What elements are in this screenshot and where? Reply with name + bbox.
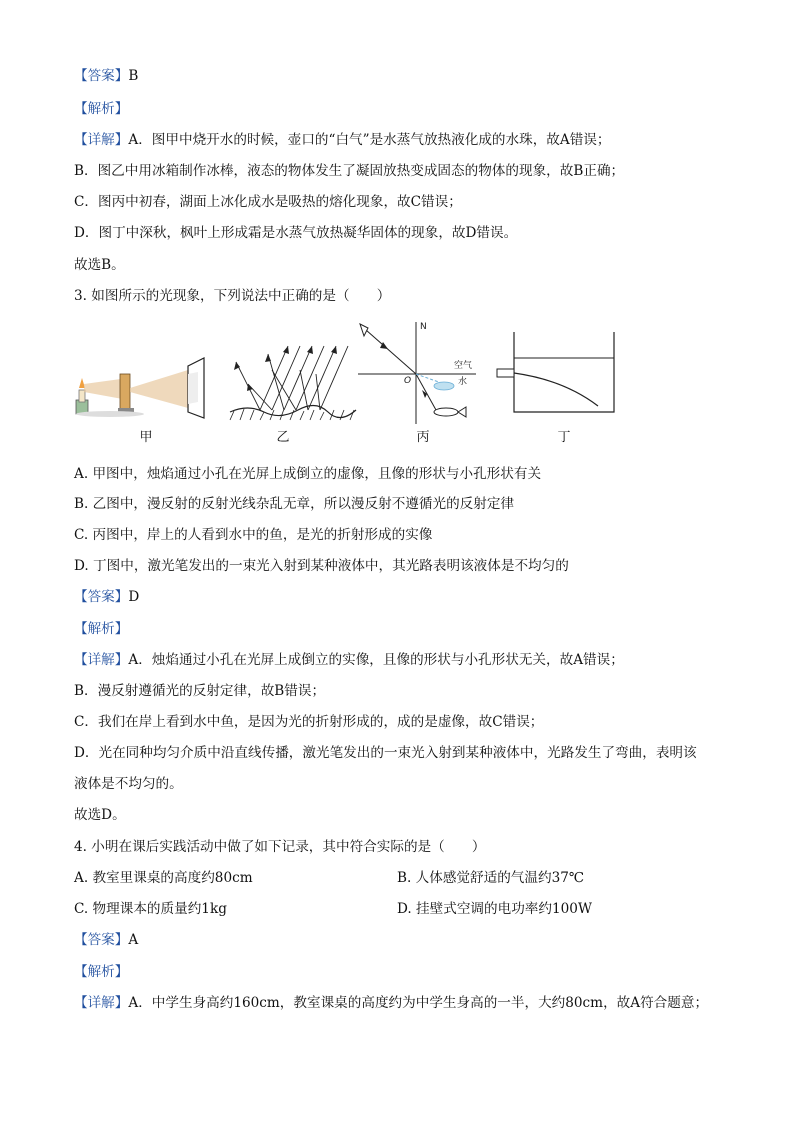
- option-4d: D. 挂壁式空调的电功率约100W: [397, 901, 592, 917]
- detail-line-3c: C．我们在岸上看到水中鱼，是因为光的折射形成的，成的是虚像，故C错误；: [74, 714, 544, 730]
- analysis-tag: 【解析】: [74, 621, 129, 637]
- option-4a: A. 教室里课桌的高度约80cm: [74, 870, 253, 886]
- answer-value: D: [128, 589, 140, 605]
- figure-jia-pinhole: [70, 352, 220, 432]
- arrow-heads: [234, 346, 337, 391]
- analysis-line-4: [74, 962, 128, 982]
- option-3d: D. 丁图中，激光笔发出的一束光入射到某种液体中，其光路表明该液体是不均匀的: [74, 558, 569, 574]
- detail-text: A．烛焰通过小孔在光屏上成倒立的实像，且像的形状与小孔形状无关，故A错误；: [128, 652, 624, 668]
- detail-text: A．中学生身高约160cm，教室课桌的高度约为中学生身高的一半，大约80cm，故A符合题意；: [128, 995, 709, 1011]
- figure-label-jia: 甲: [139, 430, 153, 445]
- analysis-tag: 【解析】: [74, 964, 129, 980]
- pinhole-board: [120, 374, 130, 410]
- option-3c: C. 丙图中，岸上的人看到水中的鱼，是光的折射形成的实像: [74, 527, 433, 543]
- figure-label-yi: 乙: [276, 430, 290, 445]
- question-4-stem: 4. 小明在课后实践活动中做了如下记录，其中符合实际的是（ ）: [74, 839, 486, 855]
- detail-line-a: [74, 130, 611, 150]
- detail-tag: 【详解】: [74, 132, 129, 148]
- detail-text: A．图甲中烧开水的时候，壶口的“白气”是水蒸气放热液化成的水珠，故A错误；: [128, 132, 611, 148]
- normal-label: N: [420, 322, 427, 332]
- surface-hatching: [230, 409, 354, 420]
- air-label: 空气: [454, 361, 473, 371]
- incident-ray-from-fish: [416, 374, 436, 410]
- conclusion-line: 故选B。: [74, 257, 125, 273]
- point-o-label: O: [404, 376, 412, 386]
- option-4c: C. 物理课本的质量约1kg: [74, 901, 227, 917]
- option-3b: B. 乙图中，漫反射的反射光线杂乱无章，所以漫反射不遵循光的反射定律: [74, 496, 515, 512]
- detail-line-3a: [74, 650, 624, 670]
- container: [514, 332, 614, 412]
- refracted-ray: [366, 330, 416, 374]
- figure-bing-refraction: [352, 318, 482, 428]
- detail-line-b: B．图乙中用冰箱制作冰棒，液态的物体发生了凝固放热变成固态的物体的现象，故B正确；: [74, 163, 625, 179]
- analysis-line-3: [74, 619, 128, 639]
- answer-value: B: [128, 68, 139, 84]
- figure-yi-diffuse-reflection: [228, 340, 358, 425]
- option-3a: A. 甲图中，烛焰通过小孔在光屏上成倒立的虚像，且像的形状与小孔形状有关: [74, 466, 542, 482]
- detail-line-d: D．图丁中深秋，枫叶上形成霜是水蒸气放热凝华固体的现象，故D错误。: [74, 225, 518, 241]
- fish-virtual-image: [434, 382, 454, 390]
- answer-line-3: [74, 587, 139, 607]
- light-cone-right: [130, 370, 188, 408]
- question-3-stem: 3. 如图所示的光现象，下列说法中正确的是（ ）: [74, 288, 391, 304]
- detail-line-4a: [74, 993, 708, 1013]
- answer-line-4: [74, 930, 138, 950]
- answer-tag: 【答案】: [74, 589, 129, 605]
- water-label: 水: [458, 377, 468, 387]
- option-4b: B. 人体感觉舒适的气温约37℃: [397, 870, 585, 886]
- detail-line-3d2: 液体是不均匀的。: [74, 776, 183, 792]
- figure-label-ding: 丁: [557, 430, 571, 445]
- answer-tag: 【答案】: [74, 68, 129, 84]
- detail-tag: 【详解】: [74, 995, 129, 1011]
- figure-label-bing: 丙: [416, 430, 430, 445]
- laser-pen: [497, 369, 514, 377]
- eye-icon: [360, 324, 368, 336]
- conclusion-line-3: 故选D。: [74, 807, 126, 823]
- fish: [434, 408, 458, 416]
- detail-line-c: C．图丙中初春，湖面上冰化成水是吸热的熔化现象，故C错误；: [74, 194, 462, 210]
- figure-ding-laser: [494, 328, 624, 418]
- fish-tail: [458, 407, 466, 417]
- analysis-tag: 【解析】: [74, 101, 129, 117]
- detail-tag: 【详解】: [74, 652, 129, 668]
- incident-rays: [260, 346, 348, 410]
- screen-image: [188, 372, 198, 404]
- ray-arrow-water: [422, 390, 427, 398]
- reflected-rays: [236, 354, 320, 410]
- ground-shadow: [76, 411, 144, 417]
- answer-tag: 【答案】: [74, 932, 129, 948]
- detail-line-3d1: D．光在同种均匀介质中沿直线传播，激光笔发出的一束光入射到某种液体中，光路发生了弯曲，表明该: [74, 745, 697, 761]
- analysis-line: [74, 99, 128, 119]
- curved-light-path: [514, 373, 598, 406]
- answer-value: A: [128, 932, 139, 948]
- answer-line: [74, 66, 138, 86]
- detail-line-3b: B．漫反射遵循光的反射定律，故B错误；: [74, 683, 326, 699]
